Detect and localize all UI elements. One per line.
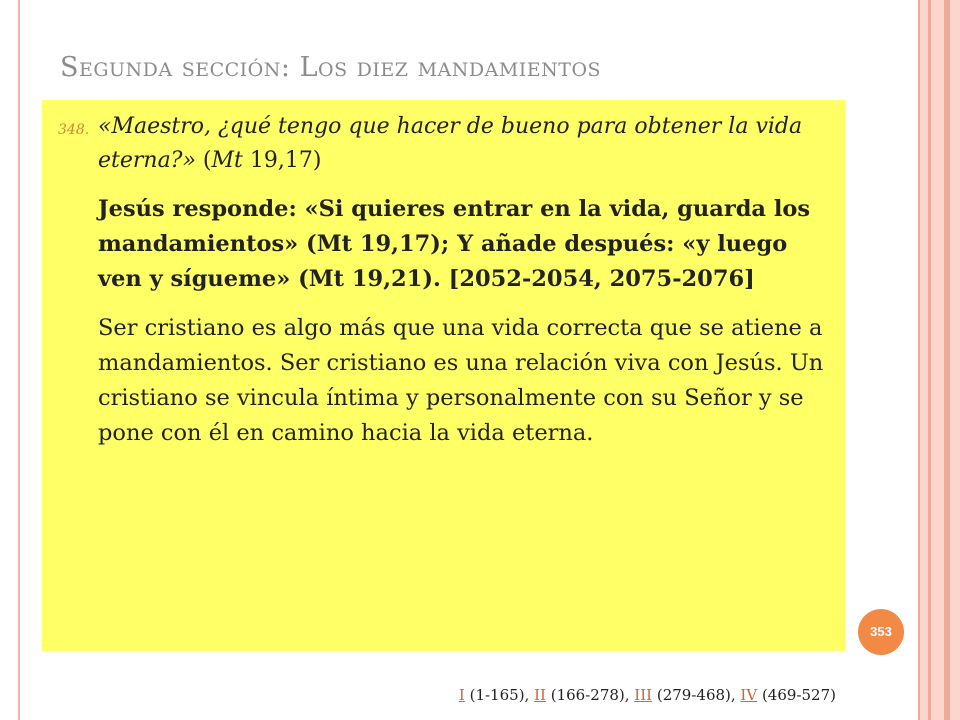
footer-link-part-4[interactable]: IV bbox=[740, 686, 758, 704]
page-number-badge: 353 bbox=[858, 609, 904, 655]
item-number: 348. bbox=[58, 122, 90, 138]
slide-title: Segunda sección: Los diez mandamientos bbox=[60, 52, 602, 83]
slide-frame-left bbox=[0, 0, 20, 720]
answer-paragraph: Jesús responde: «Si quieres entrar en la vida, guarda los mandamientos» (Mt 19,17); Y añade después: «y luego ven y sígueme» (Mt 19,21). [2052-2054, 2075-2076] bbox=[98, 196, 811, 292]
question-ref-book: Mt bbox=[211, 148, 243, 173]
frame-stripe bbox=[928, 0, 931, 720]
footer-range-part-3: (279-468), bbox=[652, 686, 741, 704]
frame-stripe bbox=[944, 0, 950, 720]
question-quote: «Maestro, ¿qué tengo que hacer de bueno para obtener la vida eterna?» bbox=[98, 114, 803, 173]
slide-frame-right bbox=[918, 0, 960, 720]
footer-range-part-4: (469-527) bbox=[757, 686, 836, 704]
question-paragraph bbox=[98, 110, 838, 178]
footer-range-part-1: (1-165), bbox=[464, 686, 535, 704]
footer-link-part-3[interactable]: III bbox=[634, 686, 653, 704]
footer-link-part-2[interactable]: II bbox=[534, 686, 546, 704]
footer-range-part-2: (166-278), bbox=[545, 686, 635, 704]
content-text bbox=[58, 110, 838, 451]
question-ref-rest: 19,17) bbox=[242, 148, 322, 173]
footer-section-links bbox=[459, 686, 836, 704]
body-paragraph: Ser cristiano es algo más que una vida correcta que se atiene a mandamientos. Ser cristiano es una relación viva con Jesús. Un cristiano se vincula íntima y personalmente con su Señor y se pone con él en camino hacia la vida eterna. bbox=[98, 315, 824, 446]
footer-link-part-1[interactable]: I bbox=[458, 686, 465, 704]
question-ref-open: ( bbox=[195, 148, 212, 173]
